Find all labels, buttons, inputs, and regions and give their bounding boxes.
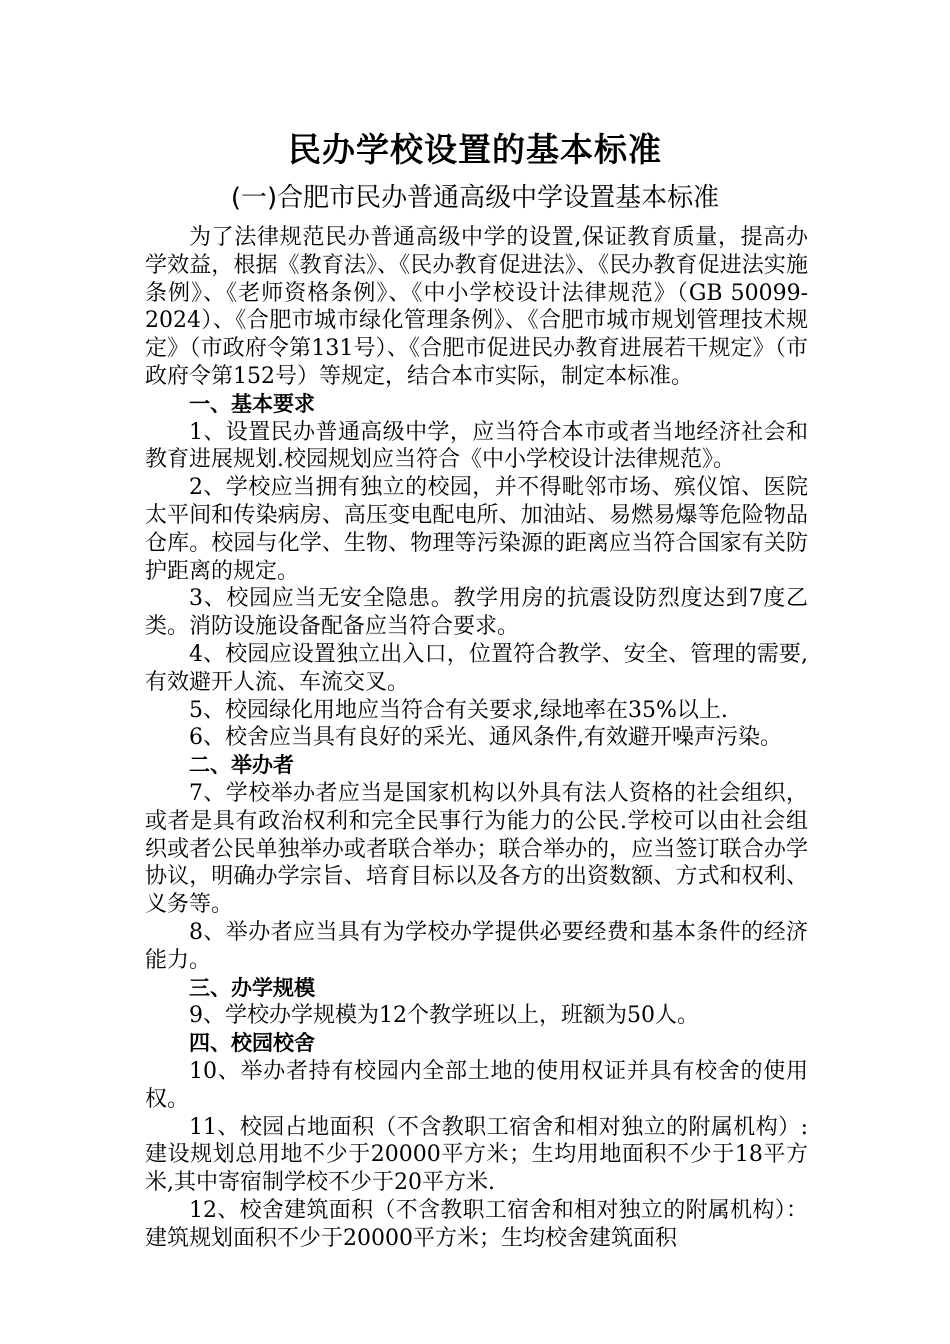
- intro-paragraph: 为了法律规范民办普通高级中学的设置,保证教育质量，提高办学效益，根据《教育法》、《民办教育促进法》、《民办教育促进法实施条例》、《老师资格条例》、《中小学校设计法律规范》（GB 50099-2024）、《合肥市城市绿化管理条例》、《合肥市城市规划管理技术规定》（市政府令第131号）、《合肥市促进民办教育进展若干规定》（市政府令第152号）等规定，结合本市实际，制定本标准。: [145, 225, 808, 389]
- clause-9: 9、学校办学规模为12个教学班以上，班额为50人。: [189, 1003, 699, 1029]
- clause-12: 12、校舍建筑面积（不含教职工宿舍和相对独立的附属机构）：建筑规划面积不少于20000平方米；生均校舍建筑面积: [145, 1197, 808, 1251]
- section-heading-scale: 三、办学规模: [189, 975, 315, 1000]
- section-heading-basic-requirements: 一、基本要求: [189, 391, 315, 416]
- clause-3: 3、校园应当无安全隐患。教学用房的抗震设防烈度达到7度乙类。消防设施设备配备应当符合要求。: [145, 586, 808, 640]
- page-title: 民办学校设置的基本标准: [288, 130, 662, 169]
- document-body: [145, 224, 808, 1252]
- clause-6: 6、校舍应当具有良好的采光、通风条件,有效避开噪声污染。: [189, 725, 782, 751]
- clause-5: 5、校园绿化用地应当符合有关要求,绿地率在35%以上.: [189, 697, 728, 723]
- section-heading-campus: 四、校园校舍: [189, 1031, 315, 1056]
- section-heading-sponsor: 二、举办者: [189, 753, 294, 778]
- clause-4: 4、校园应设置独立出入口，位置符合教学、安全、管理的需要,有效避开人流、车流交叉。: [145, 641, 808, 695]
- clause-7: 7、学校举办者应当是国家机构以外具有法人资格的社会组织，或者是具有政治权利和完全民事行为能力的公民.学校可以由社会组织或者公民单独举办或者联合举办；联合举办的，应当签订联合办学协议，明确办学宗旨、培育目标以及各方的出资数额、方式和权利、义务等。: [145, 780, 808, 918]
- clause-8: 8、举办者应当具有为学校办学提供必要经费和基本条件的经济能力。: [145, 919, 808, 973]
- clause-10: 10、举办者持有校园内全部土地的使用权证并具有校舍的使用权。: [145, 1058, 808, 1112]
- clause-11: 11、校园占地面积（不含教职工宿舍和相对独立的附属机构）:建设规划总用地不少于20000平方米；生均用地面积不少于18平方米,其中寄宿制学校不少于20平方米.: [145, 1114, 808, 1196]
- page-subtitle: (一)合肥市民办普通高级中学设置基本标准: [230, 183, 720, 213]
- clause-2: 2、学校应当拥有独立的校园，并不得毗邻市场、殡仪馆、医院太平间和传染病房、高压变电配电所、加油站、易燃易爆等危险物品仓库。校园与化学、生物、物理等污染源的距离应当符合国家有关防护距离的规定。: [145, 475, 808, 584]
- clause-1: 1、设置民办普通高级中学，应当符合本市或者当地经济社会和教育进展规划.校园规划应当符合《中小学校设计法律规范》。: [145, 419, 808, 473]
